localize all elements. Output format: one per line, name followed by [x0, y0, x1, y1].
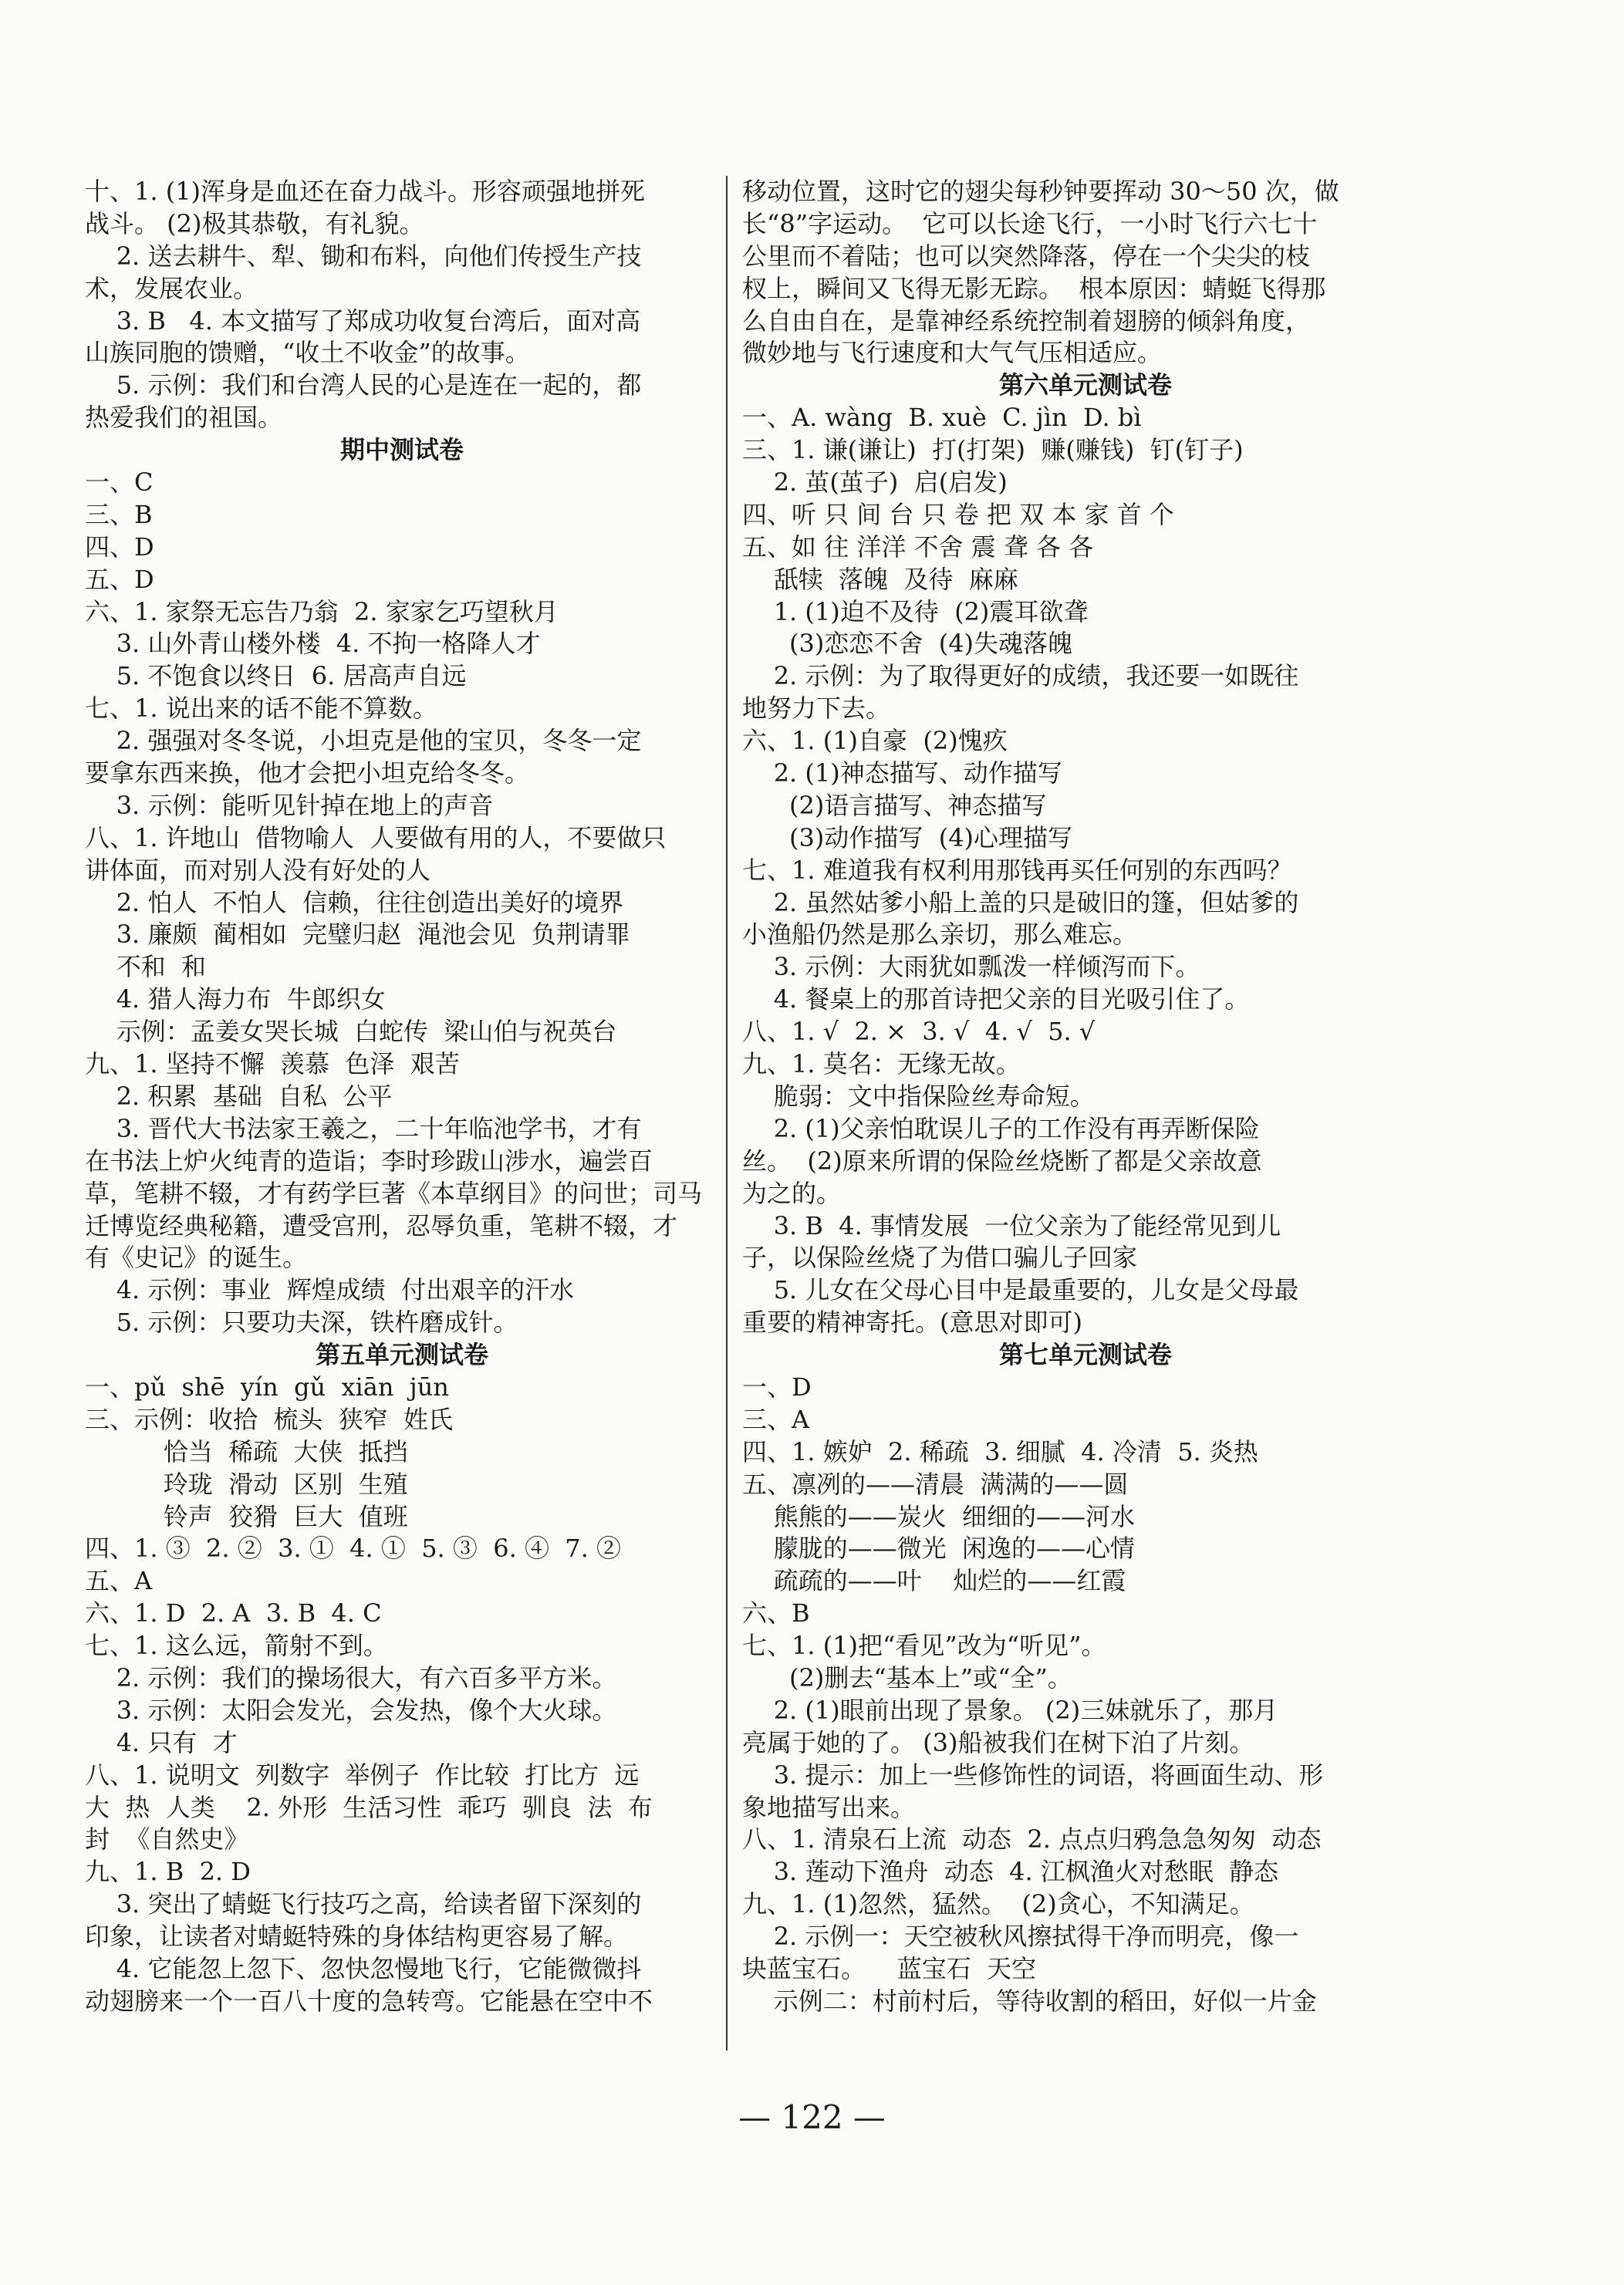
section-heading: 第五单元测试卷	[315, 1340, 488, 1370]
answer-line: 八、1. 说明文 列数字 举例子 作比较 打比方 远	[85, 1760, 640, 1790]
answer-line: 2. 强强对冬冬说，小坦克是他的宝贝，冬冬一定	[85, 726, 642, 756]
answer-line: 2. 示例：为了取得更好的成绩，我还要一如既往	[742, 661, 1299, 691]
answer-line: 移动位置，这时它的翅尖每秒钟要挥动 30～50 次，做	[742, 177, 1339, 206]
answer-line: 重要的精神寄托。(意思对即可)	[742, 1308, 1082, 1338]
answer-line: 五、A	[85, 1566, 153, 1596]
answer-line: 一、D	[742, 1372, 812, 1402]
answer-line: 示例二：村前村后，等待收割的稻田，好似一片金	[742, 1986, 1317, 2016]
answer-line: 五、D	[85, 564, 154, 594]
answer-line: 2. 茧(茧子) 启(启发)	[742, 467, 1008, 498]
answer-line: 4. 示例：事业 辉煌成绩 付出艰辛的汗水	[85, 1275, 575, 1305]
answer-line: 三、示例：收拾 梳头 狭窄 姓氏	[85, 1404, 454, 1434]
answer-line: 九、1. B 2. D	[85, 1857, 251, 1887]
answer-line: 要拿东西来换，他才会把小坦克给冬冬。	[85, 758, 530, 788]
answer-line: 舐犊 落魄 及待 麻麻	[742, 564, 1018, 594]
answer-line: 2. 送去耕牛、犁、锄和布料，向他们传授生产技	[85, 241, 642, 271]
answer-line: 3. 廉颇 蔺相如 完璧归赵 渑池会见 负荆请罪	[85, 920, 630, 950]
answer-line: 为之的。	[742, 1178, 842, 1208]
answer-line: 大 热 人类 2. 外形 生活习性 乖巧 驯良 法 布	[85, 1792, 653, 1822]
answer-line: 5. 儿女在父母心目中是最重要的，儿女是父母最	[742, 1275, 1299, 1305]
answer-line: 2. 示例一：天空被秋风擦拭得干净而明亮，像一	[742, 1922, 1299, 1952]
answer-line: 长“8”字运动。 它可以长途飞行，一小时飞行六七十	[742, 208, 1318, 238]
answer-line: 四、听 只 间 台 只 卷 把 双 本 家 首 个	[742, 499, 1174, 529]
answer-line: 疏疏的——叶 灿烂的——红霞	[742, 1566, 1126, 1596]
answer-line: 草，笔耕不辍，才有药学巨著《本草纲目》的问世；司马	[85, 1178, 703, 1208]
answer-line: 九、1. 坚持不懈 羡慕 色泽 艰苦	[85, 1049, 460, 1079]
answer-line: 三、B	[85, 499, 153, 529]
answer-line: 铃声 狡猾 巨大 值班	[85, 1501, 408, 1531]
answer-line: 迁博览经典秘籍，遭受宫刑，忍辱负重，笔耕不辍，才	[85, 1210, 678, 1240]
answer-line: 九、1. 莫名：无缘无故。	[742, 1049, 1021, 1079]
answer-line: 3. 提示：加上一些修饰性的词语，将画面生动、形	[742, 1760, 1324, 1790]
answer-line: 3. 莲动下渔舟 动态 4. 江枫渔火对愁眠 静态	[742, 1857, 1279, 1887]
answer-line: 小渔船仍然是那么亲切，那么难忘。	[742, 920, 1138, 950]
answer-line: 六、B	[742, 1598, 810, 1629]
answer-line: 4. 它能忽上忽下、忽快忽慢地飞行，它能微微抖	[85, 1953, 642, 1983]
answer-line: 封 《自然史》	[85, 1824, 249, 1855]
answer-line: 3. 示例：能听见针掉在地上的声音	[85, 790, 494, 820]
left-column	[85, 176, 719, 2018]
section-heading: 期中测试卷	[339, 435, 464, 465]
answer-line: 5. 示例：只要功夫深，铁杵磨成针。	[85, 1308, 518, 1338]
answer-line: 一、A. wàng B. xuè C. jìn D. bì	[742, 403, 1142, 433]
answer-line: 3. 示例：太阳会发光，会发热，像个大火球。	[85, 1695, 617, 1725]
answer-line: 子，以保险丝烧了为借口骗儿子回家	[742, 1243, 1138, 1273]
answer-line: 杈上，瞬间又飞得无影无踪。 根本原因：蜻蜓飞得那	[742, 273, 1326, 303]
column-divider	[726, 176, 728, 2050]
answer-line: 一、C	[85, 467, 154, 498]
answer-line: 不和 和	[85, 952, 207, 982]
answer-line: 八、1. 许地山 借物喻人 人要做有用的人，不要做只	[85, 822, 667, 852]
answer-line: 有《史记》的诞生。	[85, 1243, 308, 1273]
answer-line: 1. (1)迫不及待 (2)震耳欲聋	[742, 596, 1089, 626]
answer-line: 示例：孟姜女哭长城 白蛇传 梁山伯与祝英台	[85, 1017, 617, 1047]
answer-line: 么自由自在，是靠神经系统控制着翅膀的倾斜角度，	[742, 305, 1311, 336]
answer-line: (3)动作描写 (4)心理描写	[742, 822, 1073, 852]
answer-line: 一、pǔ shē yín gǔ xiān jūn	[85, 1372, 449, 1402]
answer-line: 战斗。 (2)极其恭敬，有礼貌。	[85, 208, 424, 238]
answer-line: 3. B 4. 事情发展 一位父亲为了能经常见到儿	[742, 1210, 1281, 1240]
answer-line: 4. 餐桌上的那首诗把父亲的目光吸引住了。	[742, 984, 1250, 1014]
answer-line: (3)恋恋不舍 (4)失魂落魄	[742, 629, 1073, 659]
answer-line: (2)语言描写、神态描写	[742, 790, 1047, 820]
answer-line: 八、1. √ 2. × 3. √ 4. √ 5. √	[742, 1017, 1096, 1047]
answer-line: 4. 只有 才	[85, 1727, 238, 1757]
answer-line: 三、1. 谦(谦让) 打(打架) 赚(赚钱) 钉(钉子)	[742, 435, 1244, 465]
answer-line: 3. 晋代大书法家王羲之，二十年临池学书，才有	[85, 1113, 642, 1143]
answer-line: 5. 不饱食以终日 6. 居高声自远	[85, 661, 467, 691]
answer-line: 微妙地与飞行速度和大气气压相适应。	[742, 338, 1163, 368]
answer-line: 七、1. 说出来的话不能不算数。	[85, 694, 437, 724]
answer-line: 五、如 往 洋洋 不舍 震 聋 各 各	[742, 532, 1094, 562]
answer-line: 脆弱：文中指保险丝寿命短。	[742, 1081, 1095, 1111]
answer-line: 七、1. (1)把“看见”改为“听见”。	[742, 1631, 1106, 1661]
answer-line: 六、1. D 2. A 3. B 4. C	[85, 1598, 382, 1629]
page-number: — 122 —	[738, 2098, 886, 2136]
answer-line: 玲珑 滑动 区别 生殖	[85, 1469, 408, 1499]
answer-line: 亮属于她的了。 (3)船被我们在树下泊了片刻。	[742, 1727, 1254, 1757]
answer-line: 2. (1)眼前出现了景象。 (2)三妹就乐了，那月	[742, 1695, 1278, 1725]
answer-line: 术，发展农业。	[85, 273, 258, 303]
answer-line: 动翅膀来一个一百八十度的急转弯。它能悬在空中不	[85, 1986, 653, 2016]
answer-line: 三、A	[742, 1404, 810, 1434]
answer-line: 熊熊的——炭火 细细的——河水	[742, 1501, 1136, 1531]
answer-line: 3. 突出了蜻蜓飞行技巧之高，给读者留下深刻的	[85, 1889, 642, 1919]
answer-line: 印象，让读者对蜻蜓特殊的身体结构更容易了解。	[85, 1922, 629, 1952]
answer-line: 七、1. 这么远，箭射不到。	[85, 1631, 388, 1661]
answer-line: 四、1. ③ 2. ② 3. ① 4. ① 5. ③ 6. ④ 7. ②	[85, 1534, 621, 1564]
answer-line: 四、D	[85, 532, 154, 562]
answer-line: 十、1. (1)浑身是血还在奋力战斗。形容顽强地拼死	[85, 177, 646, 206]
answer-line: 2. (1)神态描写、动作描写	[742, 758, 1062, 788]
answer-line: 朦胧的——微光 闲逸的——心情	[742, 1534, 1136, 1564]
answer-line: 3. B 4. 本文描写了郑成功收复台湾后，面对高	[85, 305, 641, 336]
answer-line: 恰当 稀疏 大侠 抵挡	[85, 1436, 408, 1467]
section-heading: 第七单元测试卷	[998, 1340, 1172, 1370]
answer-line: 地努力下去。	[742, 694, 891, 724]
right-column	[742, 176, 1429, 2018]
answer-line: (2)删去“基本上”或“全”。	[742, 1662, 1072, 1693]
answer-line: 山族同胞的馈赠，“收土不收金”的故事。	[85, 338, 530, 368]
answer-line: 3. 示例：大雨犹如瓢泼一样倾泻而下。	[742, 952, 1200, 982]
section-heading: 第六单元测试卷	[998, 370, 1172, 400]
answer-line: 3. 山外青山楼外楼 4. 不拘一格降人才	[85, 629, 541, 659]
answer-line: 2. 怕人 不怕人 信赖，往往创造出美好的境界	[85, 887, 624, 917]
answer-line: 讲体面，而对别人没有好处的人	[85, 855, 431, 885]
answer-line: 热爱我们的祖国。	[85, 403, 283, 433]
answer-line: 2. 积累 基础 自私 公平	[85, 1081, 393, 1111]
answer-line: 八、1. 清泉石上流 动态 2. 点点归鸦急急匆匆 动态	[742, 1824, 1322, 1855]
answer-line: 五、凛冽的——清晨 满满的——圆	[742, 1469, 1129, 1499]
answer-line: 2. 虽然姑爹小船上盖的只是破旧的篷，但姑爹的	[742, 887, 1299, 917]
answer-line: 丝。 (2)原来所谓的保险丝烧断了都是父亲故意	[742, 1146, 1262, 1176]
answer-line: 六、1. (1)自豪 (2)愧疚	[742, 726, 1008, 756]
answer-line: 四、1. 嫉妒 2. 稀疏 3. 细腻 4. 冷清 5. 炎热	[742, 1436, 1258, 1467]
answer-line: 4. 猎人海力布 牛郎织女	[85, 984, 386, 1014]
answer-line: 七、1. 难道我有权利用那钱再买任何别的东西吗？	[742, 855, 1292, 885]
answer-line: 在书法上炉火纯青的造诣；李时珍跋山涉水，遍尝百	[85, 1146, 653, 1176]
answer-line: 5. 示例：我们和台湾人民的心是连在一起的，都	[85, 370, 642, 400]
answer-line: 公里而不着陆；也可以突然降落，停在一个尖尖的枝	[742, 241, 1311, 271]
answer-line: 象地描写出来。	[742, 1792, 916, 1822]
answer-line: 六、1. 家祭无忘告乃翁 2. 家家乞巧望秋月	[85, 596, 559, 626]
answer-line: 2. 示例：我们的操场很大，有六百多平方米。	[85, 1662, 617, 1693]
answer-line: 九、1. (1)忽然，猛然。 (2)贪心，不知满足。	[742, 1889, 1254, 1919]
answer-line: 2. (1)父亲怕耽误儿子的工作没有再弄断保险	[742, 1113, 1260, 1143]
answer-line: 块蓝宝石。 蓝宝石 天空	[742, 1953, 1037, 1983]
